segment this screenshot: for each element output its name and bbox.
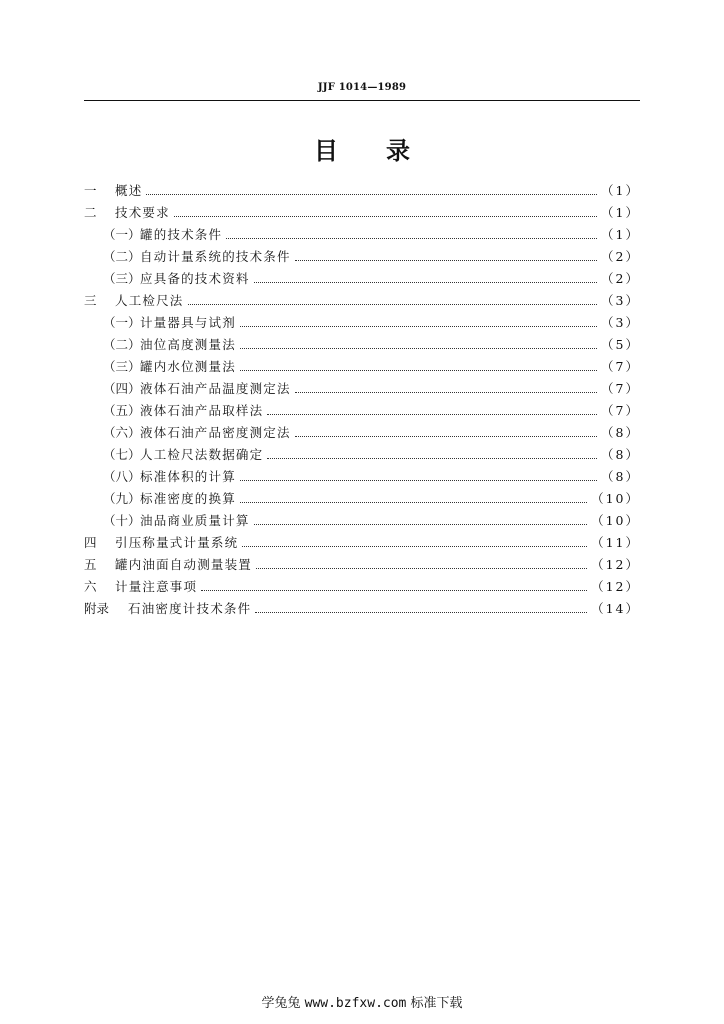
title-char-2: 录 xyxy=(386,136,410,165)
toc-entry-label: 石油密度计技术条件 xyxy=(128,601,252,616)
toc-entry-number: 四 xyxy=(84,535,97,550)
toc-entry-page: （7） xyxy=(601,403,640,418)
toc-entry-page: （12） xyxy=(591,579,640,594)
toc-entry-number: 二 xyxy=(84,205,97,220)
toc-entry[interactable] xyxy=(84,268,640,290)
toc-entry-number: 一 xyxy=(84,183,97,198)
toc-entry-number: 六 xyxy=(84,579,97,594)
toc-dot-leader xyxy=(240,480,597,481)
toc-entry[interactable] xyxy=(84,444,640,466)
toc-entry-number: （四） xyxy=(103,381,141,396)
toc-dot-leader xyxy=(267,414,597,415)
toc-dot-leader xyxy=(295,260,597,261)
toc-entry-page: （8） xyxy=(601,425,640,440)
toc-entry-page: （5） xyxy=(601,337,640,352)
toc-entry-page: （1） xyxy=(601,227,640,242)
toc-entry-label: 油位高度测量法 xyxy=(140,337,236,352)
toc-entry[interactable] xyxy=(84,224,640,246)
toc-entry-label: 人工检尺法数据确定 xyxy=(140,447,264,462)
toc-dot-leader xyxy=(255,612,587,613)
toc-entry-number: （一） xyxy=(103,227,141,242)
toc-entry[interactable] xyxy=(84,356,640,378)
toc-entry-label: 概述 xyxy=(115,183,143,198)
toc-entry-number: （五） xyxy=(103,403,141,418)
toc-entry-number: （二） xyxy=(103,337,141,352)
footer-site: 学兔兔 xyxy=(261,996,301,1011)
toc-entry-page: （10） xyxy=(591,491,640,506)
toc-entry-number: （六） xyxy=(103,425,141,440)
toc-entry-page: （3） xyxy=(601,315,640,330)
toc-dot-leader xyxy=(240,370,597,371)
toc-entry-page: （3） xyxy=(601,293,640,308)
toc-entry[interactable] xyxy=(84,312,640,334)
toc-dot-leader xyxy=(295,436,597,437)
title-char-1: 目 xyxy=(314,136,338,165)
toc-entry-page: （10） xyxy=(591,513,640,528)
toc-entry[interactable] xyxy=(84,576,640,598)
toc-entry-label: 油品商业质量计算 xyxy=(140,513,250,528)
toc-entry-label: 技术要求 xyxy=(115,205,170,220)
table-of-contents xyxy=(84,180,640,620)
toc-entry-number: （八） xyxy=(103,469,141,484)
toc-entry[interactable] xyxy=(84,422,640,444)
toc-entry-page: （14） xyxy=(591,601,640,616)
toc-dot-leader xyxy=(240,326,597,327)
toc-entry-number: （十） xyxy=(103,513,141,528)
toc-entry-label: 罐内水位测量法 xyxy=(140,359,236,374)
toc-entry-label: 计量注意事项 xyxy=(115,579,198,594)
toc-entry-number: 附录 xyxy=(84,601,110,616)
toc-dot-leader xyxy=(240,348,597,349)
toc-entry-number: （三） xyxy=(103,359,141,374)
toc-entry-number: 五 xyxy=(84,557,97,572)
toc-entry-number: （二） xyxy=(103,249,141,264)
footer-watermark xyxy=(0,992,724,1011)
toc-entry[interactable] xyxy=(84,510,640,532)
toc-entry-number: 三 xyxy=(84,293,97,308)
toc-dot-leader xyxy=(240,502,587,503)
toc-dot-leader xyxy=(146,194,597,195)
toc-entry-label: 罐内油面自动测量装置 xyxy=(115,557,253,572)
toc-entry-label: 标准体积的计算 xyxy=(140,469,236,484)
toc-entry[interactable] xyxy=(84,334,640,356)
toc-entry-label: 液体石油产品温度测定法 xyxy=(140,381,291,396)
toc-entry-page: （8） xyxy=(601,447,640,462)
toc-entry-label: 液体石油产品取样法 xyxy=(140,403,264,418)
toc-entry-page: （11） xyxy=(591,535,640,550)
toc-entry-number: （九） xyxy=(103,491,141,506)
toc-dot-leader xyxy=(188,304,598,305)
toc-entry[interactable] xyxy=(84,598,640,620)
toc-entry-label: 计量器具与试剂 xyxy=(140,315,236,330)
toc-entry[interactable] xyxy=(84,554,640,576)
footer-suffix: 标准下载 xyxy=(410,996,463,1011)
toc-entry[interactable] xyxy=(84,466,640,488)
toc-entry[interactable] xyxy=(84,290,640,312)
toc-entry-page: （1） xyxy=(601,205,640,220)
toc-entry-page: （2） xyxy=(601,249,640,264)
toc-entry-page: （12） xyxy=(591,557,640,572)
toc-entry-page: （1） xyxy=(601,183,640,198)
toc-entry-label: 液体石油产品密度测定法 xyxy=(140,425,291,440)
toc-entry[interactable] xyxy=(84,488,640,510)
toc-entry[interactable] xyxy=(84,246,640,268)
toc-entry-label: 人工检尺法 xyxy=(115,293,184,308)
toc-entry-number: （七） xyxy=(103,447,141,462)
toc-dot-leader xyxy=(256,568,587,569)
toc-entry-number: （三） xyxy=(103,271,141,286)
footer-url[interactable]: www.bzfxw.com xyxy=(304,996,407,1011)
toc-entry-page: （7） xyxy=(601,359,640,374)
toc-dot-leader xyxy=(226,238,597,239)
toc-entry[interactable] xyxy=(84,378,640,400)
page-title xyxy=(0,131,724,166)
toc-entry[interactable] xyxy=(84,180,640,202)
toc-entry[interactable] xyxy=(84,202,640,224)
toc-dot-leader xyxy=(174,216,597,217)
toc-dot-leader xyxy=(242,546,587,547)
toc-entry[interactable] xyxy=(84,532,640,554)
toc-entry-label: 自动计量系统的技术条件 xyxy=(140,249,291,264)
toc-entry-label: 引压称量式计量系统 xyxy=(115,535,239,550)
toc-dot-leader xyxy=(267,458,597,459)
toc-entry-label: 应具备的技术资料 xyxy=(140,271,250,286)
toc-dot-leader xyxy=(254,282,597,283)
document-code-header: JJF 1014—1989 xyxy=(317,82,407,93)
toc-dot-leader xyxy=(254,524,587,525)
toc-entry[interactable] xyxy=(84,400,640,422)
toc-entry-label: 罐的技术条件 xyxy=(140,227,223,242)
toc-entry-number: （一） xyxy=(103,315,141,330)
toc-entry-label: 标准密度的换算 xyxy=(140,491,236,506)
header-rule xyxy=(84,100,640,101)
toc-entry-page: （7） xyxy=(601,381,640,396)
toc-entry-page: （8） xyxy=(601,469,640,484)
toc-entry-page: （2） xyxy=(601,271,640,286)
toc-dot-leader xyxy=(295,392,597,393)
toc-dot-leader xyxy=(201,590,587,591)
